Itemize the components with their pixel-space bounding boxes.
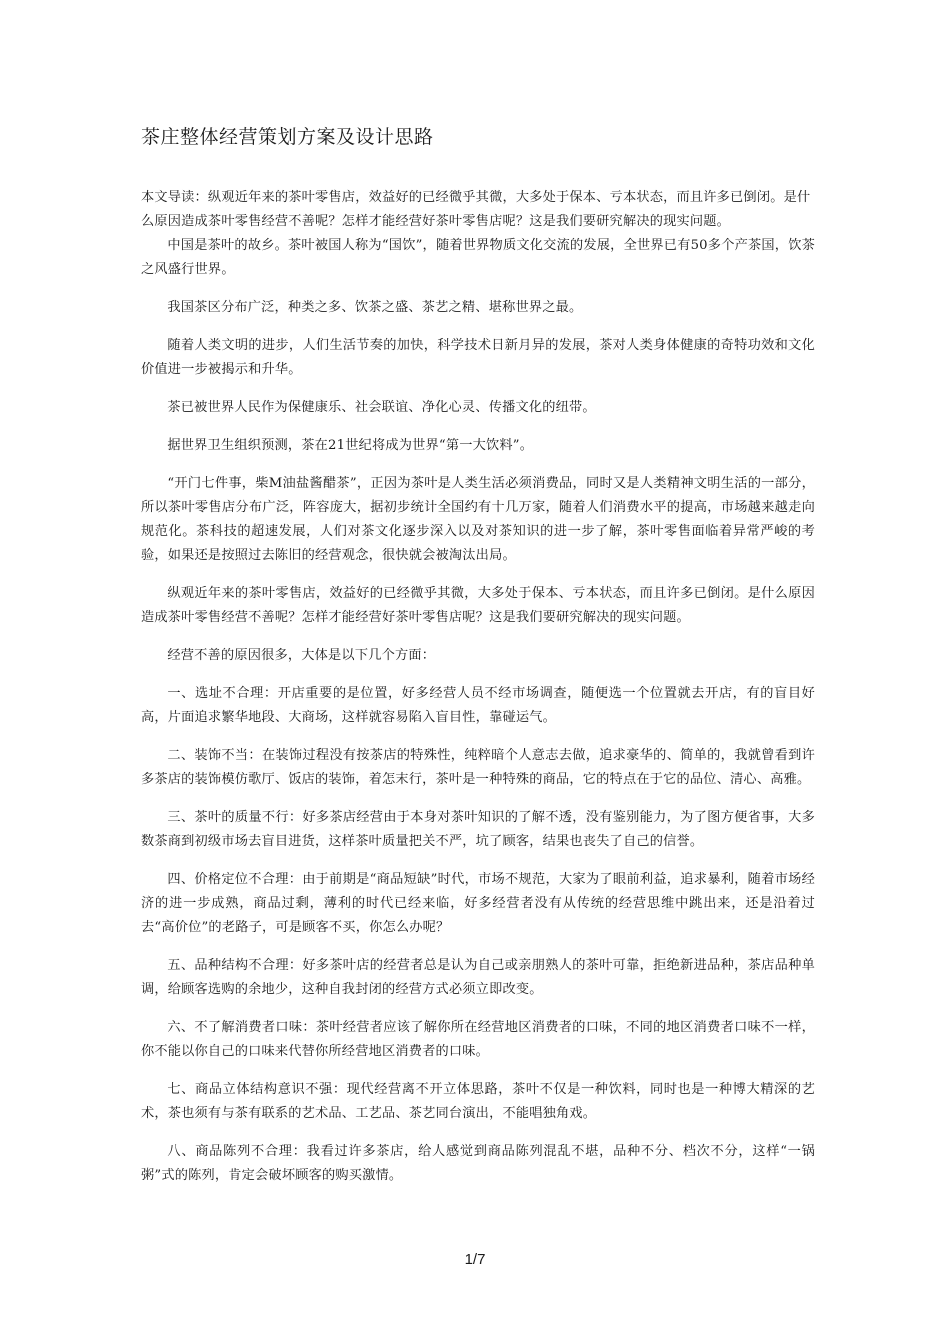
body-paragraph: 六、不了解消费者口味：茶叶经营者应该了解你所在经营地区消费者的口味，不同的地区消费者口味不一样，你不能以你自己的口味来代替你所经营地区消费者的口味。	[141, 1020, 815, 1059]
body-paragraph: 五、品种结构不合理：好多茶叶店的经营者总是认为自己或亲朋熟人的茶叶可靠，拒绝新进品种，茶店品种单调，给顾客选购的余地少，这种自我封闭的经营方式必须立即改变。	[141, 958, 815, 997]
page-number: 1/7	[464, 1251, 486, 1268]
body-paragraph: 七、商品立体结构意识不强：现代经营离不开立体思路，茶叶不仅是一种饮料，同时也是一种博大精深的艺术，茶也须有与茶有联系的艺术品、工艺品、茶艺同台演出，不能唱独角戏。	[141, 1082, 815, 1121]
body-paragraph: 随着人类文明的进步，人们生活节奏的加快，科学技术日新月异的发展，茶对人类身体健康的奇特功效和文化价值进一步被揭示和升华。	[141, 338, 815, 377]
body-paragraph: 经营不善的原因很多，大体是以下几个方面：	[167, 648, 436, 663]
body-paragraph: 茶已被世界人民作为保健康乐、社会联谊、净化心灵、传播文化的纽带。	[167, 400, 596, 415]
intro-paragraph: 本文导读：纵观近年来的茶叶零售店，效益好的已经微乎其微，大多处于保本、亏本状态，而且许多已倒闭。是什么原因造成茶叶零售经营不善呢？怎样才能经营好茶叶零售店呢？这是我们要研究解决的现实问题。	[141, 190, 811, 229]
document-title: 茶庄整体经营策划方案及设计思路	[141, 126, 434, 148]
body-paragraph: 中国是茶叶的故乡。茶叶被国人称为“国饮”，随着世界物质文化交流的发展，全世界已有50多个产茶国，饮茶之风盛行世界。	[141, 238, 815, 277]
body-paragraph: 三、茶叶的质量不行：好多茶店经营由于本身对茶叶知识的了解不透，没有鉴别能力，为了图方便省事，大多数茶商到初级市场去盲目进货，这样茶叶质量把关不严，坑了顾客，结果也丧失了自己的信誉。	[141, 810, 815, 849]
body-paragraph: 二、装饰不当：在装饰过程没有按茶店的特殊性，纯粹暗个人意志去做，追求豪华的、简单的，我就曾看到许多茶店的装饰模仿歌厅、饭店的装饰，着怎末行，茶叶是一种特殊的商品，它的特点在于它的品位、清心、高雅。	[141, 748, 815, 787]
body-paragraph: 一、选址不合理：开店重要的是位置，好多经营人员不经市场调查，随便选一个位置就去开店，有的盲目好高，片面追求繁华地段、大商场，这样就容易陷入盲目性，靠碰运气。	[141, 686, 815, 725]
body-paragraph: 四、价格定位不合理：由于前期是“商品短缺”时代，市场不规范，大家为了眼前利益，追求暴利，随着市场经济的进一步成熟，商品过剩，薄利的时代已经来临，好多经营者没有从传统的经营思维中跳出来，还是沿着过去“高价位”的老路子，可是顾客不买，你怎么办呢？	[141, 872, 815, 935]
body-paragraph: 我国茶区分布广泛，种类之多、饮茶之盛、茶艺之精、堪称世界之最。	[167, 300, 583, 315]
body-paragraph: 八、商品陈列不合理：我看过许多茶店，给人感觉到商品陈列混乱不堪，品种不分、档次不分，这样“一锅粥”式的陈列，肯定会破坏顾客的购买激情。	[141, 1144, 815, 1183]
body-paragraph: 纵观近年来的茶叶零售店，效益好的已经微乎其微，大多处于保本、亏本状态，而且许多已倒闭。是什么原因造成茶叶零售经营不善呢？怎样才能经营好茶叶零售店呢？这是我们要研究解决的现实问题。	[141, 586, 815, 625]
document-body	[141, 186, 815, 1202]
body-paragraph: “开门七件事，柴M油盐酱醋茶”，正因为茶叶是人类生活必须消费品，同时又是人类精神文明生活的一部分，所以茶叶零售店分布广泛，阵容庞大，据初步统计全国约有十几万家，随着人们消费水平的提高，市场越来越走向规范化。茶科技的超速发展，人们对茶文化逐步深入以及对茶知识的进一步了解，茶叶零售面临着异常严峻的考验，如果还是按照过去陈旧的经营观念，很快就会被淘汰出局。	[141, 476, 815, 563]
body-paragraph: 据世界卫生组织预测，茶在21世纪将成为世界“第一大饮料”。	[167, 438, 534, 453]
